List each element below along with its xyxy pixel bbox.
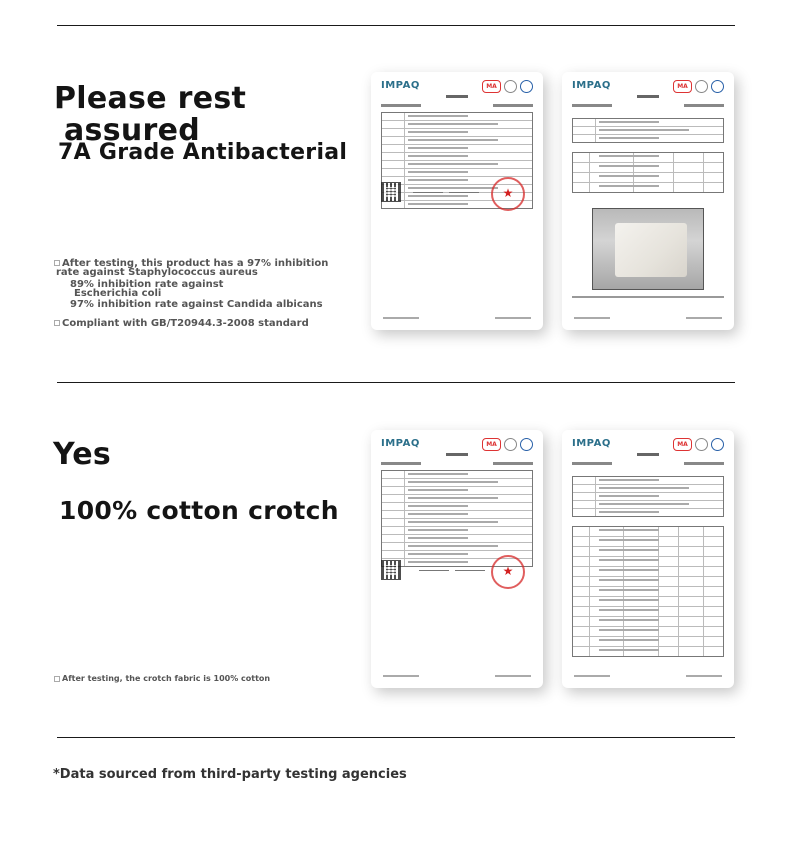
subheadline-cotton: 100% cotton crotch (59, 496, 339, 525)
inhibition-line-3: 89% inhibition rate against (70, 279, 224, 290)
test-report-page-3 (371, 430, 543, 688)
report-meta (381, 104, 533, 107)
signature (455, 564, 485, 571)
inhibition-line-2: rate against Staphylococcus aureus (56, 267, 258, 278)
ma-mark-icon: MA (482, 80, 501, 93)
ma-mark-icon: MA (482, 438, 501, 451)
ilac-mark-icon (504, 438, 517, 451)
report-footer (562, 317, 734, 320)
ilac-mark-icon (504, 80, 517, 93)
cnas-mark-icon (711, 438, 724, 451)
data-source-disclaimer: *Data sourced from third-party testing agencies (53, 767, 407, 782)
bottom-divider (57, 737, 735, 738)
report-title (371, 452, 543, 457)
test-report-page-1 (371, 72, 543, 330)
ilac-mark-icon (695, 80, 708, 93)
cnas-mark-icon (711, 80, 724, 93)
test-report-page-4 (562, 430, 734, 688)
impaq-logo: IMPAQ (572, 438, 611, 449)
signature (449, 186, 479, 193)
impaq-logo: IMPAQ (381, 438, 420, 449)
sample-info-table (572, 476, 724, 517)
red-seal-icon: ★ (491, 177, 525, 211)
qr-code-icon (381, 560, 401, 580)
photo-caption (572, 296, 724, 298)
standard-compliance: Compliant with GB/T20944.3-2008 standard (54, 319, 309, 329)
report-footer (371, 317, 543, 320)
report-meta (572, 104, 724, 107)
bullet-square-icon (54, 676, 60, 682)
ilac-mark-icon (695, 438, 708, 451)
impaq-logo: IMPAQ (381, 80, 420, 91)
results-table (572, 152, 724, 193)
headline-assured: assured (64, 113, 201, 148)
certification-marks (482, 80, 533, 93)
bullet-square-icon (54, 260, 60, 266)
signature (413, 186, 443, 193)
ma-mark-icon: MA (673, 438, 692, 451)
sample-info-table (572, 118, 724, 143)
certification-marks (673, 438, 724, 451)
report-footer (371, 675, 543, 678)
report-footer (562, 675, 734, 678)
fabric-sample (615, 223, 687, 277)
subheadline-antibacterial: 7A Grade Antibacterial (58, 140, 348, 165)
certification-marks (673, 80, 724, 93)
middle-divider (57, 382, 735, 383)
signature (419, 564, 449, 571)
fiber-content-table (572, 526, 724, 657)
report-title (562, 452, 734, 457)
report-meta (381, 462, 533, 465)
inhibition-line-4: Escherichia coli (74, 288, 162, 299)
bullet-square-icon (54, 320, 60, 326)
report-title (371, 94, 543, 99)
test-report-page-2 (562, 72, 734, 330)
red-seal-icon: ★ (491, 555, 525, 589)
ma-mark-icon: MA (673, 80, 692, 93)
headline-yes: Yes (53, 437, 112, 472)
cotton-note: After testing, the crotch fabric is 100% cotton (54, 675, 270, 683)
headline-please-rest: Please rest (54, 81, 247, 116)
impaq-logo: IMPAQ (572, 80, 611, 91)
certification-marks (482, 438, 533, 451)
report-info-table (381, 470, 533, 567)
qr-code-icon (381, 182, 401, 202)
inhibition-line-1: After testing, this product has a 97% inhibition (54, 259, 328, 269)
cnas-mark-icon (520, 80, 533, 93)
cnas-mark-icon (520, 438, 533, 451)
sample-photo (592, 208, 704, 290)
report-meta (572, 462, 724, 465)
inhibition-line-5: 97% inhibition rate against Candida albicans (70, 299, 323, 310)
top-divider (57, 25, 735, 26)
report-title (562, 94, 734, 99)
